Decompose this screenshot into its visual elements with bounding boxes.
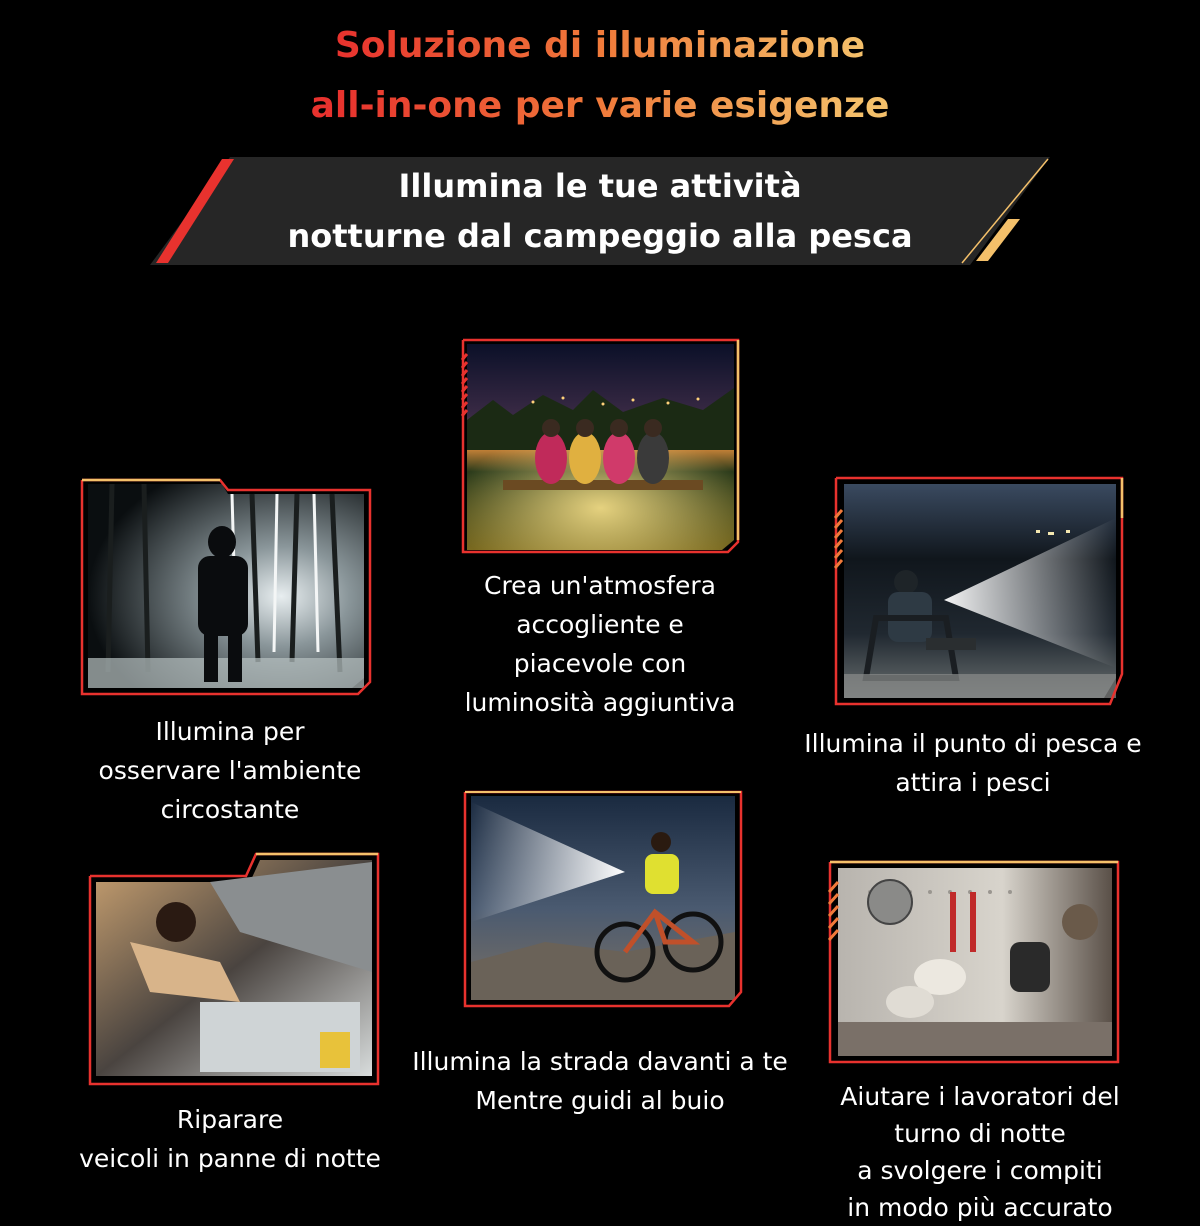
workshop-photo xyxy=(830,862,1118,1062)
card-repair xyxy=(90,852,378,1084)
caption-workshop xyxy=(790,1078,1170,1226)
caption-workshop-line4: in modo più accurato xyxy=(847,1193,1113,1222)
forest-photo xyxy=(82,472,372,694)
caption-camping-line2: accogliente e xyxy=(516,610,684,639)
repair-photo xyxy=(90,852,378,1084)
banner-line1: Illumina le tue attività xyxy=(398,167,802,205)
caption-workshop-line1: Aiutare i lavoratori del xyxy=(840,1082,1120,1111)
caption-camping-line3: piacevole con xyxy=(513,649,687,678)
card-cycling xyxy=(465,792,741,1006)
fishing-photo xyxy=(836,478,1122,704)
caption-forest-line2: osservare l'ambiente xyxy=(98,756,362,785)
caption-fishing xyxy=(780,724,1166,802)
card-workshop xyxy=(830,862,1118,1062)
caption-camping-line4: luminosità aggiuntiva xyxy=(464,688,736,717)
cycling-photo xyxy=(465,792,741,1006)
caption-cycling-line1: Illumina la strada davanti a te xyxy=(412,1047,788,1076)
card-fishing xyxy=(836,478,1122,704)
caption-fishing-line1: Illumina il punto di pesca e xyxy=(804,729,1142,758)
subtitle-banner xyxy=(150,157,1050,265)
caption-repair xyxy=(40,1100,420,1178)
caption-workshop-line2: turno di notte xyxy=(894,1119,1066,1148)
banner-line2: notturne dal campeggio alla pesca xyxy=(287,217,913,255)
page-title-line1: Soluzione di illuminazione xyxy=(0,16,1200,76)
card-camping xyxy=(463,340,738,552)
caption-cycling-line2: Mentre guidi al buio xyxy=(475,1086,725,1115)
caption-repair-line1: Riparare xyxy=(176,1105,284,1134)
caption-forest xyxy=(70,712,390,829)
caption-workshop-line3: a svolgere i compiti xyxy=(857,1156,1103,1185)
camping-photo xyxy=(463,340,738,552)
caption-camping-line1: Crea un'atmosfera xyxy=(484,571,716,600)
caption-fishing-line2: attira i pesci xyxy=(895,768,1051,797)
page-title-line2: all-in-one per varie esigenze xyxy=(0,76,1200,136)
card-forest xyxy=(82,472,372,694)
caption-repair-line2: veicoli in panne di notte xyxy=(79,1144,381,1173)
caption-forest-line3: circostante xyxy=(160,795,300,824)
caption-cycling xyxy=(380,1042,820,1120)
caption-forest-line1: Illumina per xyxy=(155,717,305,746)
caption-camping xyxy=(440,566,760,722)
